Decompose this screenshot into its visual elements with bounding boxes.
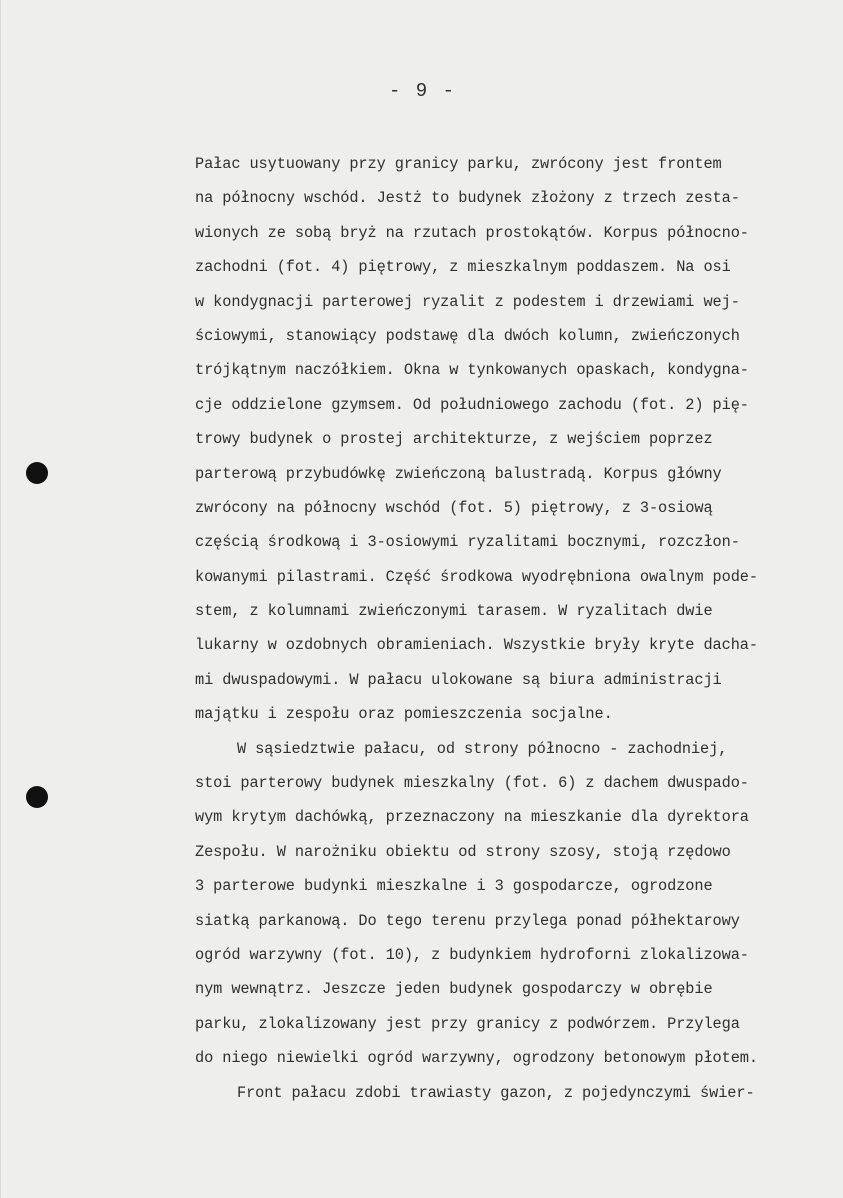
body-text	[195, 147, 835, 1110]
text-line: cje oddzielone gzymsem. Od południowego zachodu (fot. 2) pię-	[195, 395, 749, 414]
text-line: zachodni (fot. 4) piętrowy, z mieszkalnym poddaszem. Na osi	[195, 258, 731, 277]
text-line: mi dwuspadowymi. W pałacu ulokowane są biura administracji	[195, 670, 722, 689]
text-line: częścią środkową i 3-osiowymi ryzalitami bocznymi, rozczłon-	[195, 533, 740, 552]
text-line: zwrócony na północny wschód (fot. 5) piętrowy, z 3-osiową	[195, 498, 713, 517]
text-line: Zespołu. W narożniku obiektu od strony szosy, stoją rzędowo	[195, 842, 731, 861]
text-line: siatką parkanową. Do tego terenu przylega ponad półhektarowy	[195, 911, 740, 930]
text-line: nym wewnątrz. Jeszcze jeden budynek gospodarczy w obrębie	[195, 980, 713, 999]
text-line: wionych ze sobą bryż na rzutach prostokątów. Korpus północno-	[195, 223, 749, 242]
text-line: wym krytym dachówką, przeznaczony na mieszkanie dla dyrektora	[195, 808, 749, 827]
text-line: kowanymi pilastrami. Część środkowa wyodrębniona owalnym pode-	[195, 567, 758, 586]
text-line: w kondygnacji parterowej ryzalit z podestem i drzewiami wej-	[195, 292, 740, 311]
text-line: trowy budynek o prostej architekturze, z wejściem poprzez	[195, 430, 713, 449]
text-line: trójkątnym naczółkiem. Okna w tynkowanych opaskach, kondygna-	[195, 361, 749, 380]
text-line: do niego niewielki ogród warzywny, ogrodzony betonowym płotem.	[195, 1049, 758, 1068]
text-line: lukarny w ozdobnych obramieniach. Wszystkie bryły kryte dacha-	[195, 636, 758, 655]
text-line: ściowymi, stanowiący podstawę dla dwóch kolumn, zwieńczonych	[195, 326, 740, 345]
text-line: 3 parterowe budynki mieszkalne i 3 gospodarcze, ogrodzone	[195, 877, 713, 896]
text-line: parku, zlokalizowany jest przy granicy z podwórzem. Przylega	[195, 1014, 740, 1033]
binder-hole	[26, 786, 48, 808]
text-line: stem, z kolumnami zwieńczonymi tarasem. W ryzalitach dwie	[195, 602, 713, 621]
binder-hole	[26, 462, 48, 484]
text-line: majątku i zespołu oraz pomieszczenia socjalne.	[195, 705, 613, 724]
page-number: - 9 -	[388, 80, 456, 102]
text-line: parterową przybudówkę zwieńczoną balustradą. Korpus główny	[195, 464, 722, 483]
text-line: ogród warzywny (fot. 10), z budynkiem hydroforni zlokalizowa-	[195, 945, 749, 964]
text-line: na północny wschód. Jestż to budynek złożony z trzech zesta-	[195, 189, 740, 208]
text-line: Front pałacu zdobi trawiasty gazon, z pojedynczymi świer-	[237, 1083, 755, 1102]
text-line: Pałac usytuowany przy granicy parku, zwrócony jest frontem	[195, 155, 722, 173]
text-line: stoi parterowy budynek mieszkalny (fot. 6) z dachem dwuspado-	[195, 774, 749, 793]
text-line: W sąsiedztwie pałacu, od strony północno - zachodniej,	[237, 739, 728, 758]
